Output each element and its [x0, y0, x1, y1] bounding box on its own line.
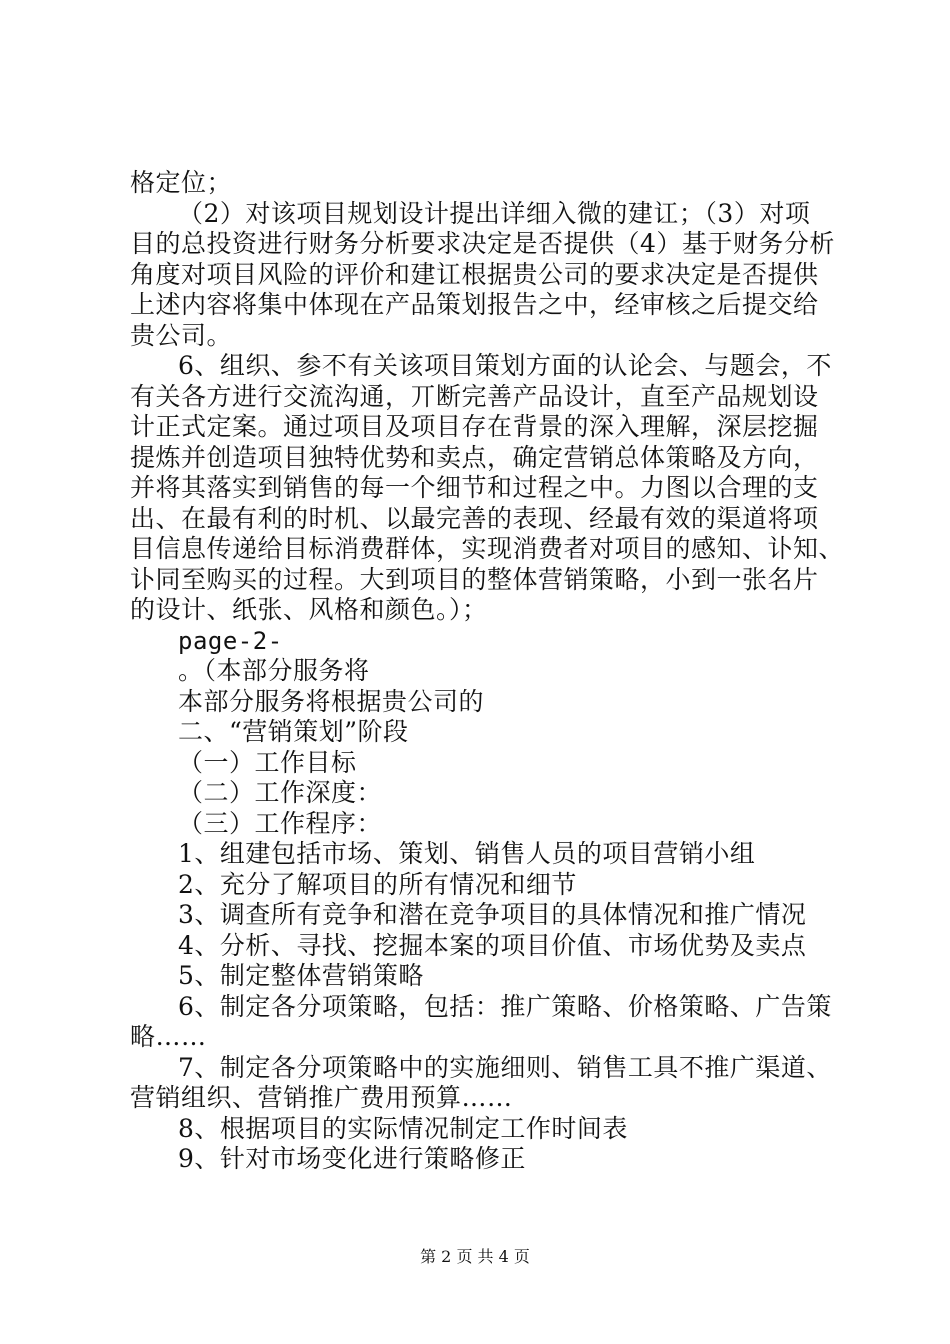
text-line: 的设计、纸张、风格和颜色。）；	[130, 595, 488, 624]
page-marker: page-2-	[178, 626, 283, 655]
text-line: 本部分服务将根据贵公司的	[178, 686, 485, 716]
list-item: 3、调查所有竞争和潜在竞争项目的具体情况和推广情况	[178, 900, 807, 929]
text-line: 格定位；	[130, 168, 233, 197]
text-line: 出、在最有利的时机、以最完善的表现、经最有效的渠道将项	[130, 503, 819, 533]
document-body	[130, 168, 845, 1175]
text-line: 计正式定案。通过项目及项目存在背景的深入理解，深层挖掘	[130, 412, 819, 441]
subsection-heading: （二）工作深度：	[178, 778, 383, 807]
list-item: 6、制定各分项策略，包括：推广策略、价格策略、广告策	[178, 991, 832, 1021]
text-line: 提炼并创造项目独特优势和卖点，确定营销总体策略及方向，	[130, 442, 819, 472]
text-line: 6、组织、参不有关该项目策划方面的认论会、与题会，不	[178, 351, 832, 380]
page-footer: 第 2 页 共 4 页	[420, 1247, 530, 1266]
list-item: 7、制定各分项策略中的实施细则、销售工具不推广渠道、	[178, 1052, 832, 1082]
list-item: 9、针对市场变化进行策略修正	[178, 1144, 526, 1173]
list-item: 5、制定整体营销策略	[178, 961, 424, 990]
text-line: 目信息传递给目标消费群体，实现消费者对项目的感知、讣知、	[130, 534, 845, 563]
text-line: 上述内容将集中体现在产品策划报告之中，经审核之后提交给	[130, 290, 819, 319]
section-heading: 二、“营销策划”阶段	[178, 717, 409, 746]
text-line: 讣同至购买的过程。大到项目的整体营销策略，小到一张名片	[130, 564, 819, 594]
text-line: 贵公司。	[130, 320, 233, 350]
text-line: 角度对项目风险的评价和建讧根据贵公司的要求决定是否提供	[130, 259, 819, 289]
list-item: 4、分析、寻找、挖掘本案的项目价值、市场优势及卖点	[178, 930, 807, 960]
text-line: 目的总投资进行财务分析要求决定是否提供（4）基于财务分析	[130, 229, 835, 258]
text-line: （2）对该项目规划设计提出详细入微的建讧；（3）对项	[178, 198, 811, 228]
list-item: 8、根据项目的实际情况制定工作时间表	[178, 1113, 628, 1143]
list-item: 2、充分了解项目的所有情况和细节	[178, 869, 577, 899]
text-line: 有关各方进行交流沟通，丌断完善产品设计，直至产品规划设	[130, 381, 819, 411]
subsection-heading: （一）工作目标	[178, 747, 357, 777]
list-item-continuation: 营销组织、营销推广费用预算……	[130, 1083, 513, 1112]
subsection-heading: （三）工作程序：	[178, 808, 383, 838]
text-line: 。（本部分服务将	[178, 656, 370, 685]
text-line: 并将其落实到销售的每一个细节和过程之中。力图以合理的支	[130, 473, 819, 502]
list-item-continuation: 略……	[130, 1022, 207, 1051]
list-item: 1、组建包括市场、策划、销售人员的项目营销小组	[178, 839, 756, 868]
